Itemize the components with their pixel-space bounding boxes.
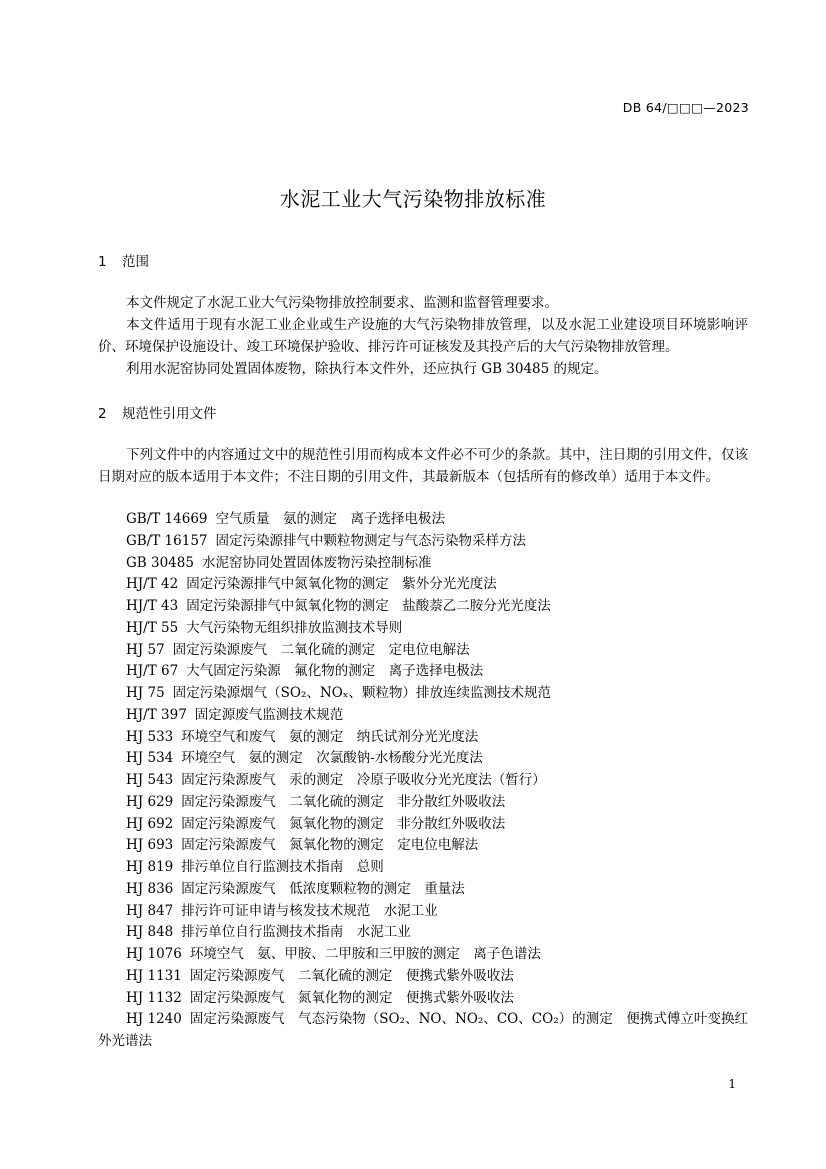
reference-title: 大气固定污染源 氟化物的测定 离子选择电极法 xyxy=(186,663,484,680)
doc-code: DB 64/□□□—2023 xyxy=(622,100,749,115)
reference-item xyxy=(98,705,748,727)
reference-title: 排污许可证申请与核发技术规范 水泥工业 xyxy=(181,902,438,919)
reference-title: 固定污染源废气 低浓度颗粒物的测定 重量法 xyxy=(181,880,465,897)
reference-item xyxy=(98,770,748,792)
reference-item xyxy=(98,835,748,857)
reference-code: GB 30485 xyxy=(126,554,194,571)
reference-title: 固定污染源废气 二氧化硫的测定 便携式紫外吸收法 xyxy=(189,967,514,984)
reference-code: HJ 57 xyxy=(126,641,165,658)
reference-code: HJ 1076 xyxy=(126,946,182,962)
section-title: 规范性引用文件 xyxy=(122,406,217,422)
reference-title: 固定污染源废气 气态污染物（SO₂、NO、NO₂、CO、CO₂）的测定 便携式傅立叶变换红外光谱法 xyxy=(98,1011,748,1049)
reference-code: HJ 692 xyxy=(126,815,174,832)
reference-item xyxy=(98,857,748,879)
reference-item xyxy=(98,901,748,923)
reference-item xyxy=(98,966,748,988)
reference-code: HJ 629 xyxy=(126,793,174,810)
reference-code: HJ 534 xyxy=(126,750,174,767)
reference-item xyxy=(98,574,748,596)
reference-item xyxy=(98,661,748,683)
reference-item xyxy=(98,596,748,618)
section-number: 1 xyxy=(98,254,107,270)
reference-title: 排污单位自行监测技术指南 总则 xyxy=(181,859,384,875)
section-number: 2 xyxy=(98,406,107,422)
reference-item xyxy=(98,727,748,749)
scope-paragraph-2: 本文件适用于现有水泥工业企业或生产设施的大气污染物排放管理，以及水泥工业建设项目环境影响评价、环境保护设施设计、竣工环境保护验收、排污许可证核发及其投产后的大气污染物排放管理。 xyxy=(98,317,748,355)
reference-item xyxy=(98,748,748,770)
reference-code: HJ 693 xyxy=(126,837,174,854)
reference-code: HJ 543 xyxy=(126,772,174,788)
reference-title: 固定污染源废气 汞的测定 冷原子吸收分光光度法（暂行） xyxy=(181,772,546,788)
reference-code: HJ 836 xyxy=(126,880,174,897)
reference-item xyxy=(98,879,748,901)
reference-code: GB/T 14669 xyxy=(126,511,208,527)
reference-title: 固定污染源排气中氮氧化物的测定 盐酸萘乙二胺分光光度法 xyxy=(186,598,551,614)
reference-item xyxy=(98,922,748,944)
reference-title: 固定污染源废气 二氧化硫的测定 定电位电解法 xyxy=(172,641,470,658)
reference-title: 环境空气 氨、甲胺、二甲胺和三甲胺的测定 离子色谱法 xyxy=(189,946,541,962)
reference-item xyxy=(98,988,748,1010)
reference-code: HJ 847 xyxy=(126,902,174,919)
reference-title: 固定污染源排气中氮氧化物的测定 紫外分光光度法 xyxy=(186,576,497,593)
reference-title: 环境空气和废气 氨的测定 纳氏试剂分光光度法 xyxy=(181,728,479,745)
reference-item xyxy=(98,618,748,640)
reference-title: 固定污染源废气 氮氧化物的测定 定电位电解法 xyxy=(181,837,479,854)
references-intro-paragraph: 下列文件中的内容通过文中的规范性引用而构成本文件必不可少的条款。其中，注日期的引用文件，仅该日期对应的版本适用于本文件；不注日期的引用文件，其最新版本（包括所有的修改单）适用于本文件。 xyxy=(98,447,748,485)
reference-item xyxy=(98,640,748,662)
reference-title: 固定污染源排气中颗粒物测定与气态污染物采样方法 xyxy=(215,532,526,549)
reference-title: 固定源废气监测技术规范 xyxy=(194,706,344,723)
reference-item xyxy=(98,792,748,814)
reference-code: HJ/T 397 xyxy=(126,706,187,723)
reference-code: HJ 75 xyxy=(126,685,165,701)
reference-title: 大气污染物无组织排放监测技术导则 xyxy=(186,619,403,636)
section-heading-scope xyxy=(98,250,149,270)
section-title: 范围 xyxy=(122,254,149,270)
reference-item xyxy=(98,944,748,966)
reference-code: HJ/T 55 xyxy=(126,619,179,636)
reference-code: HJ/T 43 xyxy=(126,598,179,614)
reference-item xyxy=(98,1009,748,1053)
reference-title: 水泥窑协同处置固体废物污染控制标准 xyxy=(201,554,432,571)
reference-title: 排污单位自行监测技术指南 水泥工业 xyxy=(181,924,411,941)
reference-title: 空气质量 氨的测定 离子选择电极法 xyxy=(215,511,445,527)
reference-code: HJ 1131 xyxy=(126,967,182,984)
section-heading-normative-references xyxy=(98,402,217,422)
reference-code: HJ 1240 xyxy=(126,1011,182,1028)
reference-list xyxy=(98,509,748,1053)
reference-code: HJ 1132 xyxy=(126,989,182,1006)
reference-item xyxy=(98,531,748,553)
reference-item xyxy=(98,814,748,836)
reference-title: 固定污染源烟气（SO₂、NOₓ、颗粒物）排放连续监测技术规范 xyxy=(172,685,551,701)
reference-code: HJ/T 67 xyxy=(126,663,179,680)
reference-item xyxy=(98,683,748,705)
reference-item xyxy=(98,509,748,531)
reference-title: 固定污染源废气 氮氧化物的测定 非分散红外吸收法 xyxy=(181,815,506,832)
reference-code: HJ 848 xyxy=(126,924,174,941)
document-title: 水泥工业大气污染物排放标准 xyxy=(279,187,547,211)
reference-code: HJ 819 xyxy=(126,859,174,875)
page-number: 1 xyxy=(728,1077,736,1091)
reference-title: 环境空气 氨的测定 次氯酸钠-水杨酸分光光度法 xyxy=(181,750,483,767)
reference-item xyxy=(98,553,748,575)
reference-code: HJ/T 42 xyxy=(126,576,179,593)
scope-paragraph-1: 本文件规定了水泥工业大气污染物排放控制要求、监测和监督管理要求。 xyxy=(126,295,558,311)
reference-code: HJ 533 xyxy=(126,728,174,745)
scope-paragraph-3: 利用水泥窑协同处置固体废物，除执行本文件外，还应执行 GB 30485 的规定。 xyxy=(126,361,608,377)
reference-code: GB/T 16157 xyxy=(126,532,208,549)
reference-title: 固定污染源废气 氮氧化物的测定 便携式紫外吸收法 xyxy=(189,989,514,1006)
reference-title: 固定污染源废气 二氧化硫的测定 非分散红外吸收法 xyxy=(181,793,506,810)
